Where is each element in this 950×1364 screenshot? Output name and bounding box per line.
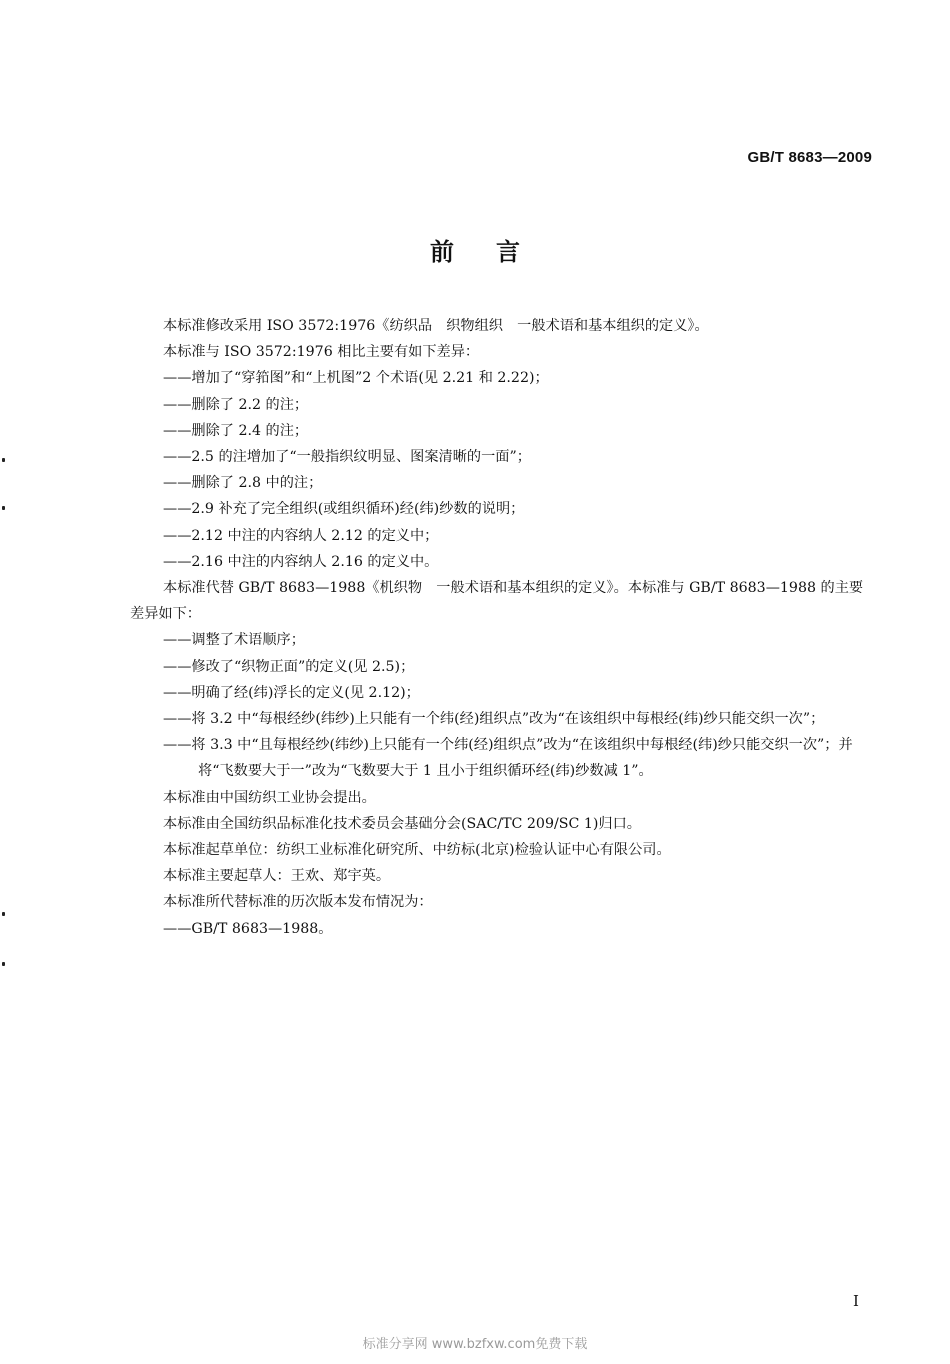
foreword-body — [130, 313, 875, 942]
standard-code: GB/T 8683—2009 — [747, 149, 872, 166]
list-item: ——删除了 2.2 的注； — [163, 396, 309, 413]
paragraph-drafting-units: 本标准起草单位：纺织工业标准化研究所、中纺标(北京)检验认证中心有限公司。 — [163, 842, 671, 859]
page-title: 前言 — [430, 237, 562, 266]
paragraph-differences-iso: 本标准与 ISO 3572:1976 相比主要有如下差异： — [163, 344, 480, 361]
list-item: ——2.9 补充了完全组织(或组织循环)经(纬)纱数的说明； — [163, 501, 525, 518]
list-item: ——2.5 的注增加了“一般指织纹明显、图案清晰的一面”； — [163, 449, 531, 466]
paragraph-drafters: 本标准主要起草人：王欢、郑宇英。 — [163, 868, 391, 885]
list-item: ——修改了“织物正面”的定义(见 2.5)； — [163, 658, 415, 675]
scan-mark — [2, 912, 5, 916]
paragraph-proposer: 本标准由中国纺织工业协会提出。 — [163, 789, 376, 806]
watermark: 标准分享网 www.bzfxw.com免费下载 — [362, 1337, 588, 1352]
paragraph-replaces: 本标准代替 GB/T 8683—1988《机织物 一般术语和基本组织的定义》。本标准与 GB/T 8683—1988 的主要差异如下： — [130, 580, 864, 623]
scan-mark — [2, 458, 5, 462]
paragraph-history: 本标准所代替标准的历次版本发布情况为： — [163, 894, 433, 911]
scan-mark — [2, 962, 5, 966]
list-item: ——将 3.2 中“每根经纱(纬纱)上只能有一个纬(经)组织点”改为“在该组织中每根经(纬)纱只能交织一次”； — [163, 711, 825, 728]
list-item: ——调整了术语顺序； — [163, 632, 305, 649]
paragraph-committee: 本标准由全国纺织品标准化技术委员会基础分会(SAC/TC 209/SC 1)归口。 — [163, 815, 641, 832]
list-item: ——明确了经(纬)浮长的定义(见 2.12)； — [163, 684, 420, 701]
scan-mark — [2, 506, 5, 510]
list-item: ——2.12 中注的内容纳人 2.12 的定义中； — [163, 527, 439, 544]
list-item: ——删除了 2.4 的注； — [163, 422, 309, 439]
list-item: ——GB/T 8683—1988。 — [163, 920, 333, 937]
list-item: ——删除了 2.8 中的注； — [163, 475, 323, 492]
paragraph-adoption: 本标准修改采用 ISO 3572:1976《纺织品 织物组织 一般术语和基本组织的定义》。 — [163, 318, 709, 334]
list-item: ——将 3.3 中“且每根经纱(纬纱)上只能有一个纬(经)组织点”改为“在该组织中每根经(纬)纱只能交织一次”；并将“飞数要大于一”改为“飞数要大于 1 且小于组织循环经(纬)纱数减 1”。 — [163, 737, 853, 780]
page-number: I — [853, 1292, 859, 1310]
list-item: ——增加了“穿筘图”和“上机图”2 个术语(见 2.21 和 2.22)； — [163, 370, 549, 387]
list-item: ——2.16 中注的内容纳人 2.16 的定义中。 — [163, 553, 439, 570]
